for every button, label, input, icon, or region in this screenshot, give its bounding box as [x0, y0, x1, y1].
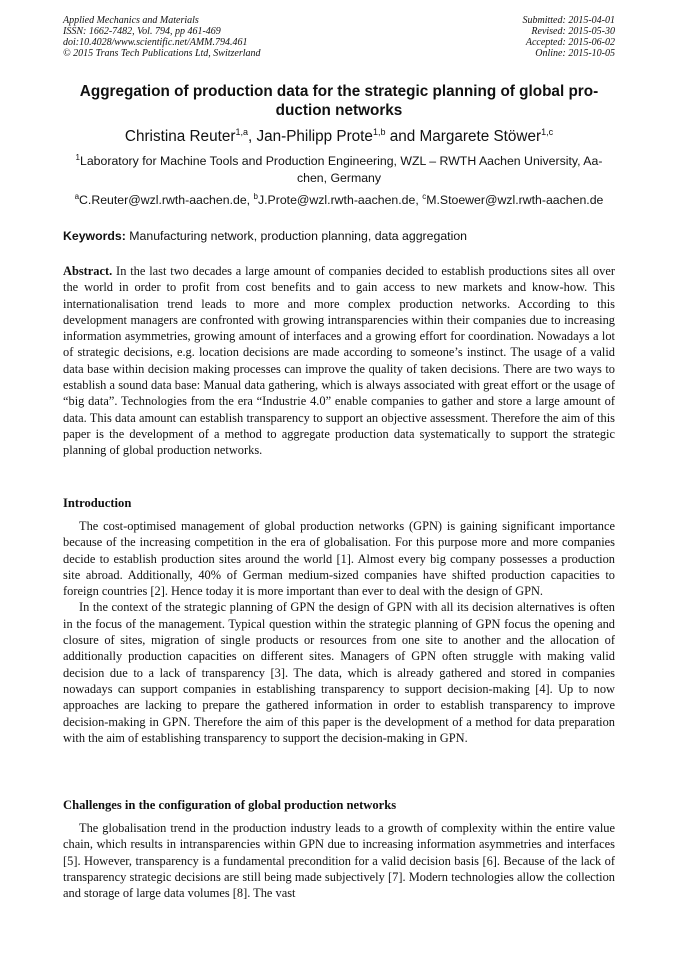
journal-issn: ISSN: 1662-7482, Vol. 794, pp 461-469 — [63, 26, 221, 37]
author-separator: , — [247, 128, 257, 145]
email-address: J.Prote@wzl.rwth-aachen.de — [257, 193, 416, 207]
journal-name: Applied Mechanics and Materials — [63, 15, 199, 26]
author-separator: and — [385, 128, 420, 145]
section-heading: Challenges in the configuration of global production networks — [63, 798, 397, 812]
author-affiliation-mark: 1,b — [372, 126, 386, 137]
email-mark: b — [253, 191, 258, 201]
email-separator: , — [415, 193, 423, 207]
author-list — [63, 127, 615, 147]
header-right — [523, 15, 616, 59]
email-mark: a — [74, 191, 80, 201]
affiliation-mark: 1 — [75, 152, 80, 162]
keywords-label: Keywords: — [63, 229, 126, 243]
keywords — [63, 228, 615, 245]
keywords-text: Manufacturing network, production planning, data aggregation — [125, 229, 467, 243]
author-name: Margarete Stöwer — [419, 128, 542, 145]
author-name: Jan-Philipp Prote — [256, 128, 373, 145]
journal-doi: doi:10.4028/www.scientific.net/AMM.794.461 — [63, 37, 248, 48]
abstract-label: Abstract. — [63, 264, 113, 278]
email-list — [63, 192, 615, 209]
date-online: Online: 2015-10-05 — [535, 48, 615, 59]
email-separator: , — [246, 193, 254, 207]
email-address: C.Reuter@wzl.rwth-aachen.de — [79, 193, 247, 207]
paragraph: The cost-optimised management of global production networks (GPN) is gaining significant importance because of the increasing competition in the era of globalisation. For this purpose more and more companies decide to establish production sites around the world [1]. Almost every big company possesses a production site abroad. Additionally, 40% of German medium-sized companies have shifted production capacities to foreign countries [2]. Hence today it is more important than ever to deal with the design of GPN. — [63, 519, 615, 599]
header-left — [63, 15, 261, 59]
paragraph: In the context of the strategic planning of GPN the design of GPN with all its decision alternatives is often in the focus of the management. Typical question within the strategic planning of GPN focus the opening and closure of sites, migration of single products or resources from one site to another and the allocation of additionally production capacities on different sites. Managers of GPN often struggle with making valid decision due to a lack of transparency [3]. The data, which is already gathered and stored in companies nowadays can support companies in establishing transparency to support decision-making [4]. Up to now approaches are lacking to prepare the gathered information in order to establish transparency to improve decision-making in GPN. Therefore the aim of this paper is the development of a method for data preparation with the aim of establishing transparency to support the decision-making in GPN. — [63, 600, 615, 745]
affiliation — [63, 153, 615, 187]
affiliation-text: Laboratory for Machine Tools and Production Engineering, WZL – RWTH Aachen University, Aachen, Germany — [80, 154, 603, 185]
paragraph: The globalisation trend in the production industry leads to a growth of complexity within the entire value chain, which results in intransparencies within GPN due to increasing information asymmetries and interfaces [5]. However, transparency is a fundamental precondition for a valid decision basis [6]. Because of the lack of transparency strategic decisions are still being made subjectively [7]. Modern technologies allow the collection and storage of large data volumes [8]. The vast — [63, 821, 615, 901]
author-name: Christina Reuter — [124, 128, 236, 145]
author-affiliation-mark: 1,c — [541, 126, 554, 137]
email-mark: c — [422, 191, 427, 201]
section-introduction — [63, 495, 615, 746]
section-heading: Introduction — [63, 496, 132, 510]
journal-copyright: © 2015 Trans Tech Publications Ltd, Switzerland — [63, 48, 261, 59]
date-accepted: Accepted: 2015-06-02 — [525, 37, 615, 48]
author-affiliation-mark: 1,a — [235, 126, 248, 137]
date-revised: Revised: 2015-05-30 — [531, 26, 615, 37]
section-challenges — [63, 797, 615, 901]
date-submitted: Submitted: 2015-04-01 — [522, 15, 615, 26]
abstract-text: In the last two decades a large amount of companies decided to establish productions sites all over the world in order to profit from cost benefits and to gain access to new markets and know-how. This internationalisation trend leads to more and more complex production networks. According to this development managers are confronted with growing intransparencies within their companies due to increasing information asymmetries, growing amount of interfaces and a growing effort for coordination. Nowadays a lot of strategic decisions, e.g. location decisions are made according to someone’s instinct. The usage of a valid data base within decision making processes can improve the quality of taken decisions. There are two ways to establish a sound data base: Manual data gathering, which is always associated with great effort or the usage of “big data”. Technologies from the era “Industrie 4.0” enable companies to gather and store a large amount of data. This data amount can establish transparency to support an objective assessment. Therefore the aim of this paper is the development of a method to aggregate production data systematically to support the strategic planning of global production networks. — [63, 264, 615, 458]
abstract — [63, 263, 615, 459]
email-address: M.Stoewer@wzl.rwth-aachen.de — [426, 193, 604, 207]
paper-title: Aggregation of production data for the strategic planning of global production networks — [79, 83, 599, 119]
